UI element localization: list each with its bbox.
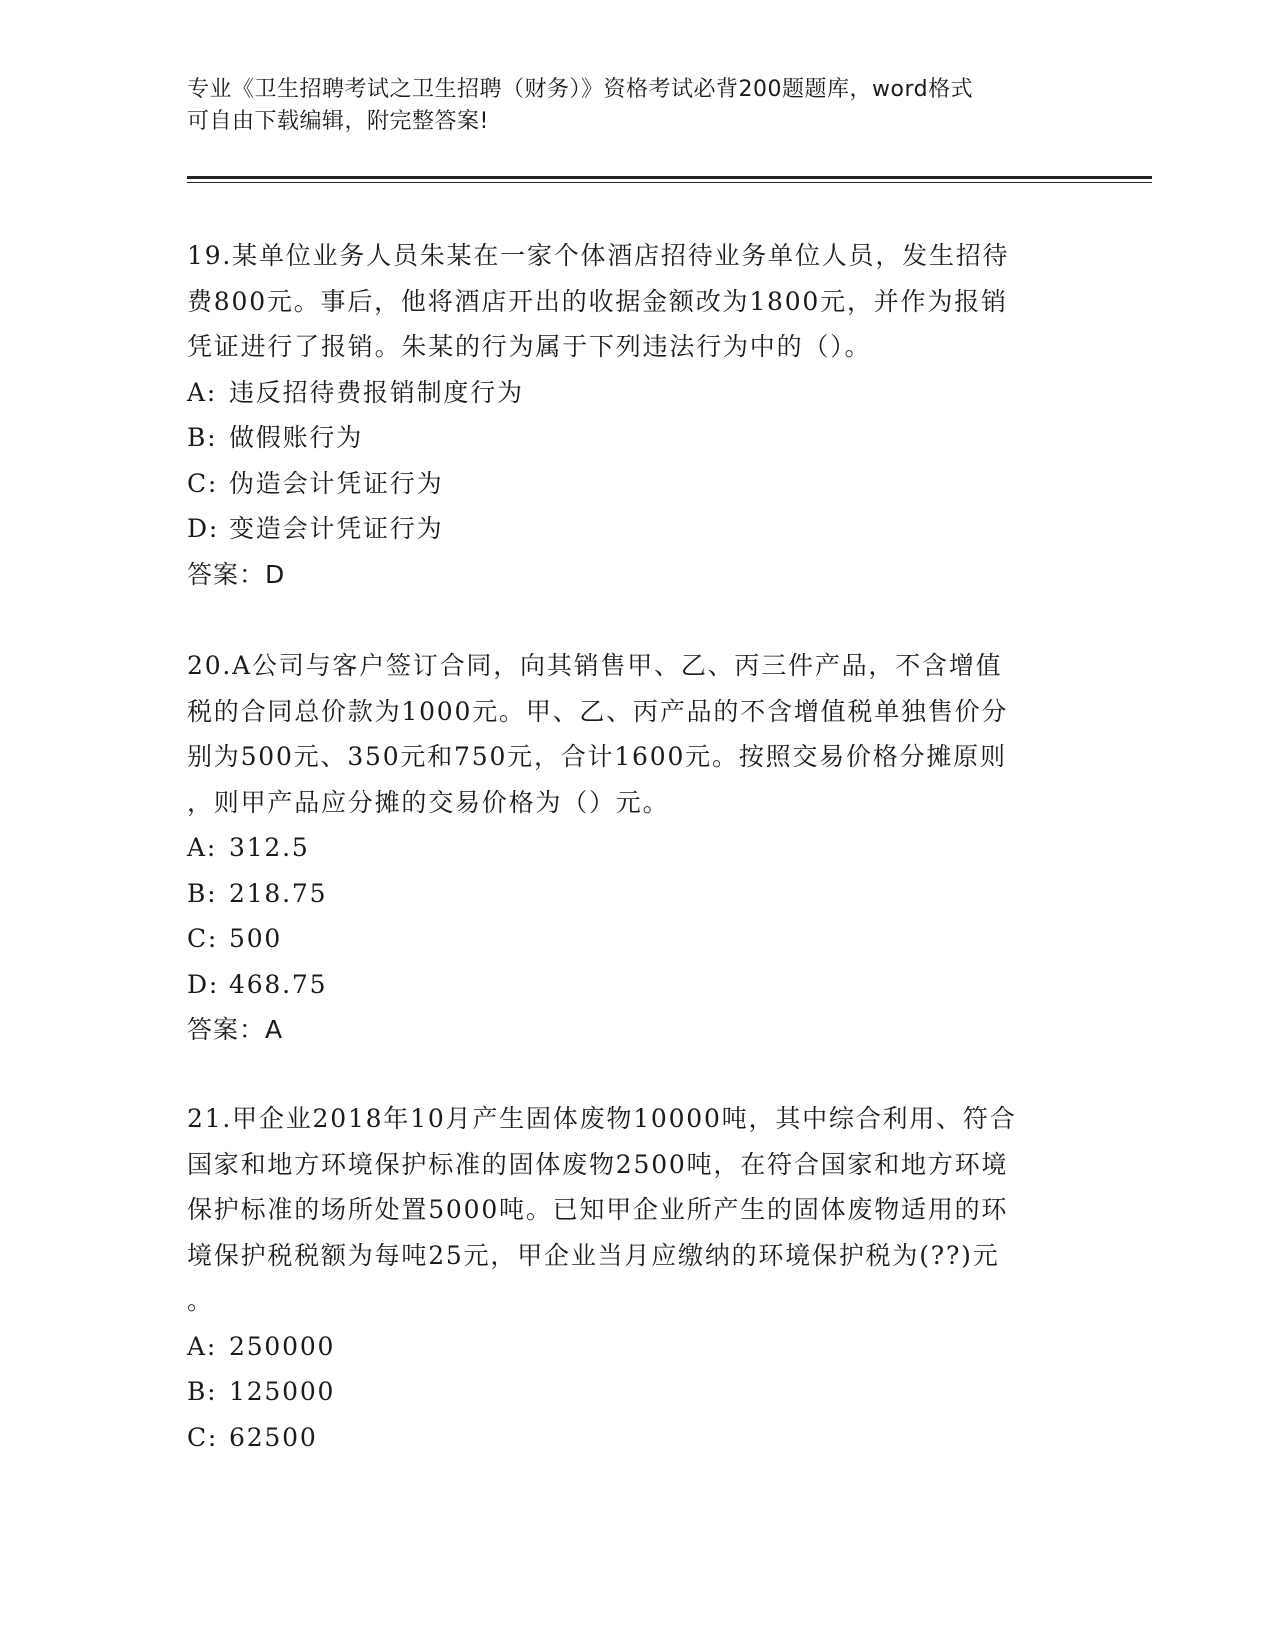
question-stem-line: 20.A公司与客户签订合同，向其销售甲、乙、丙三件产品，不含增值 — [187, 651, 1003, 680]
question-stem-line: 别为500元、350元和750元，合计1600元。按照交易价格分摊原则 — [187, 742, 1007, 771]
header-line-2: 可自由下载编辑，附完整答案! — [187, 109, 489, 134]
question-stem-line: 凭证进行了报销。朱某的行为属于下列违法行为中的（）。 — [187, 332, 872, 361]
option-b: B: 218.75 — [187, 878, 328, 908]
document-header — [187, 74, 1067, 138]
question-stem-line: 费800元。事后，他将酒店开出的收据金额改为1800元，并作为报销 — [187, 286, 1008, 316]
question-stem-line: 19.某单位业务人员朱某在一家个体酒店招待业务单位人员，发生招待 — [187, 241, 1010, 270]
question-stem-line: 国家和地方环境保护标准的固体废物2500吨，在符合国家和地方环境 — [187, 1149, 1009, 1179]
option-a: A: 312.5 — [187, 833, 310, 862]
answer-line: 答案：D — [187, 559, 286, 589]
question-stem-line: 境保护税税额为每吨25元，甲企业当月应缴纳的环境保护税为(??)元 — [187, 1240, 1000, 1270]
option-d: D: 变造会计凭证行为 — [187, 514, 444, 543]
question-stem-line: 。 — [187, 1286, 214, 1315]
question-stem-line: 保护标准的场所处置5000吨。已知甲企业所产生的固体废物适用的环 — [187, 1195, 1009, 1224]
option-b: B: 125000 — [187, 1377, 336, 1406]
question-stem-line: 税的合同总价款为1000元。甲、乙、丙产品的不含增值税单独售价分 — [187, 696, 1009, 726]
option-a: A: 250000 — [187, 1331, 336, 1361]
question-20 — [187, 643, 1077, 1053]
question-21 — [187, 1096, 1077, 1460]
answer-line: 答案：A — [187, 1015, 284, 1044]
option-d: D: 468.75 — [187, 969, 328, 999]
question-stem-line: ，则甲产品应分摊的交易价格为（）元。 — [187, 787, 670, 817]
option-c: C: 500 — [187, 924, 283, 953]
option-c: C: 伪造会计凭证行为 — [187, 468, 444, 498]
question-19 — [187, 233, 1077, 597]
header-divider-thin — [187, 182, 1152, 183]
header-line-1: 专业《卫生招聘考试之卫生招聘（财务）》资格考试必背200题题库，word格式 — [187, 77, 974, 102]
option-b: B: 做假账行为 — [187, 423, 364, 452]
option-a: A: 违反招待费报销制度行为 — [187, 377, 524, 407]
question-stem-line: 21.甲企业2018年10月产生固体废物10000吨，其中综合利用、符合 — [187, 1104, 1017, 1133]
header-divider-thick — [187, 176, 1152, 179]
option-c: C: 62500 — [187, 1422, 318, 1452]
